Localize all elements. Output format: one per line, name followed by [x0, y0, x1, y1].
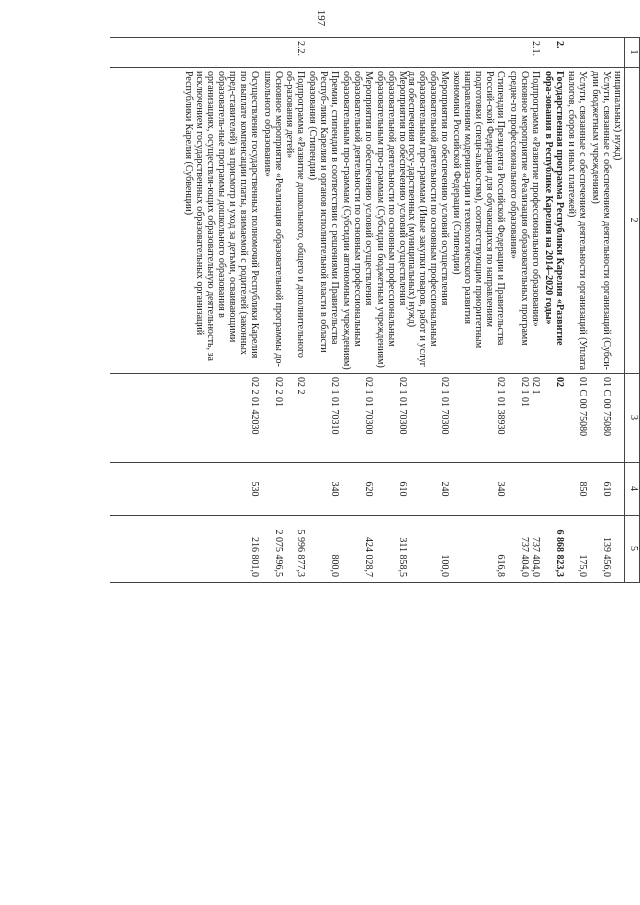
- column-divider: [110, 582, 640, 583]
- row-description: Основное мероприятие «Реализация образовательной программы до-школьного образования»: [262, 71, 284, 367]
- row-type: 240: [439, 481, 450, 497]
- column-header-2: 2: [624, 67, 640, 373]
- row-amount: 5 996 877,3: [295, 529, 306, 577]
- row-description: Осуществление государственных полномочий Республики Карелия по выплате компенсации платы, взимаемой с родителей (законных пред-ставителей) за присмотр и уход за детьми, осваивающими образователь-ные программы дошкольного образования в организациях, осуществля-ющих образовательную деятельность, за исключением государственных образовательных организаций Республики Карелия (Субвенции): [183, 71, 260, 361]
- row-description: Стипендии Президента Российской Федерации и Правительства Россий-ской Федерации для обучающихся по направлениям подготовки (специ-альностям), соответствующим приоритетным направлениям модерниза-ции и технологического развития экономики Российской Федерации (Стипендии): [451, 71, 506, 349]
- row-code: 01 С 00 75080: [577, 377, 588, 437]
- row-code: 02 2 01: [273, 377, 284, 407]
- budget-table: [110, 37, 640, 882]
- row-code: 02 1 01 70310: [329, 377, 340, 435]
- rotated-table: [110, 37, 640, 882]
- column-divider: [110, 373, 640, 374]
- column-header-4: 4: [624, 462, 640, 515]
- column-divider: [110, 37, 640, 38]
- row-amount: 2 075 496,5: [273, 529, 284, 577]
- row-description: Мероприятия по обеспечению условий осуществления образовательной деятельности по основным профессиональным образовательным про-граммам (Субсидии автономным учреждениям): [341, 71, 374, 370]
- row-description: Подпрограмма «Развитие профессионального образования»: [530, 71, 541, 327]
- row-code: 01 С 00 75080: [601, 377, 612, 437]
- row-code: 02 2: [295, 377, 306, 395]
- row-description: Мероприятия по обеспечению условий осуществления образовательной деятельности по основным профессиональным образовательным про-граммам (Субсидии бюджетным учреждениям): [375, 71, 408, 368]
- row-description: Услуги, связанные с обеспечением деятельности организаций (Уплата налогов, сборов и иных платежей): [566, 71, 588, 371]
- row-description: ниципальных) нужд): [612, 71, 623, 161]
- row-number: 2.: [554, 41, 565, 49]
- row-description: Подпрограмма «Развитие дошкольного, общего и дополнительного об-разования детей»: [284, 71, 306, 358]
- row-code: 02 1 01 70300: [363, 377, 374, 435]
- row-amount: 311 858,5: [397, 537, 408, 577]
- column-divider: [110, 462, 640, 463]
- column-divider: [110, 67, 640, 68]
- row-amount: 175,0: [577, 554, 588, 577]
- page-number: 197: [315, 9, 327, 27]
- row-description: Услуги, связанные с обеспечением деятельности организаций (Субси-дии бюджетным учреждениям): [590, 71, 612, 370]
- column-header-5: 5: [624, 515, 640, 582]
- row-amount: 6 868 823,3: [554, 529, 565, 577]
- row-description: Основное мероприятие «Реализация образовательных программ средне-го профессионального образования»: [508, 71, 530, 346]
- row-type: 850: [577, 481, 588, 497]
- row-type: 530: [249, 481, 260, 497]
- row-code: 02 1 01 38930: [495, 377, 506, 435]
- row-number: 2.1.: [530, 41, 541, 56]
- row-amount: 139 456,0: [601, 537, 612, 577]
- row-code: 02: [554, 377, 565, 387]
- row-amount: 616,8: [495, 554, 506, 577]
- row-amount: 737 404,0: [519, 537, 530, 577]
- row-code: 02 2 01 42030: [249, 377, 260, 435]
- row-description: Мероприятия по обеспечению условий осуществления образовательной деятельности по основным профессиональным образовательным про-граммам (Иные закупки товаров, работ и услуг для обеспечения госу-дарственных (муниципальных) нужд): [406, 71, 450, 367]
- row-number: 2.2.: [295, 41, 306, 56]
- row-amount: 737 404,0: [530, 537, 541, 577]
- row-type: 610: [601, 481, 612, 497]
- row-code: 02 1 01: [519, 377, 530, 407]
- row-amount: 424 028,7: [363, 537, 374, 577]
- row-amount: 216 801,0: [249, 537, 260, 577]
- column-header-3: 3: [624, 373, 640, 462]
- row-type: 340: [329, 481, 340, 497]
- row-amount: 100,0: [439, 554, 450, 577]
- row-type: 340: [495, 481, 506, 497]
- row-code: 02 1 01 70300: [439, 377, 450, 435]
- row-description: Государственная программа Республики Карелия «Развитие обра-зования в Республике Карелия на 2014–2020 годы»: [543, 71, 565, 346]
- row-code: 02 1 01 70300: [397, 377, 408, 435]
- row-code: 02 1: [530, 377, 541, 395]
- row-amount: 800,0: [329, 554, 340, 577]
- column-header-1: 1: [624, 37, 640, 67]
- row-type: 610: [397, 481, 408, 497]
- row-type: 620: [363, 481, 374, 497]
- row-description: Премии, стипендии в соответствии с решениями Правительства Респуб-лики Карелия и органов исполнительной власти в области образования (Стипендии): [307, 71, 340, 353]
